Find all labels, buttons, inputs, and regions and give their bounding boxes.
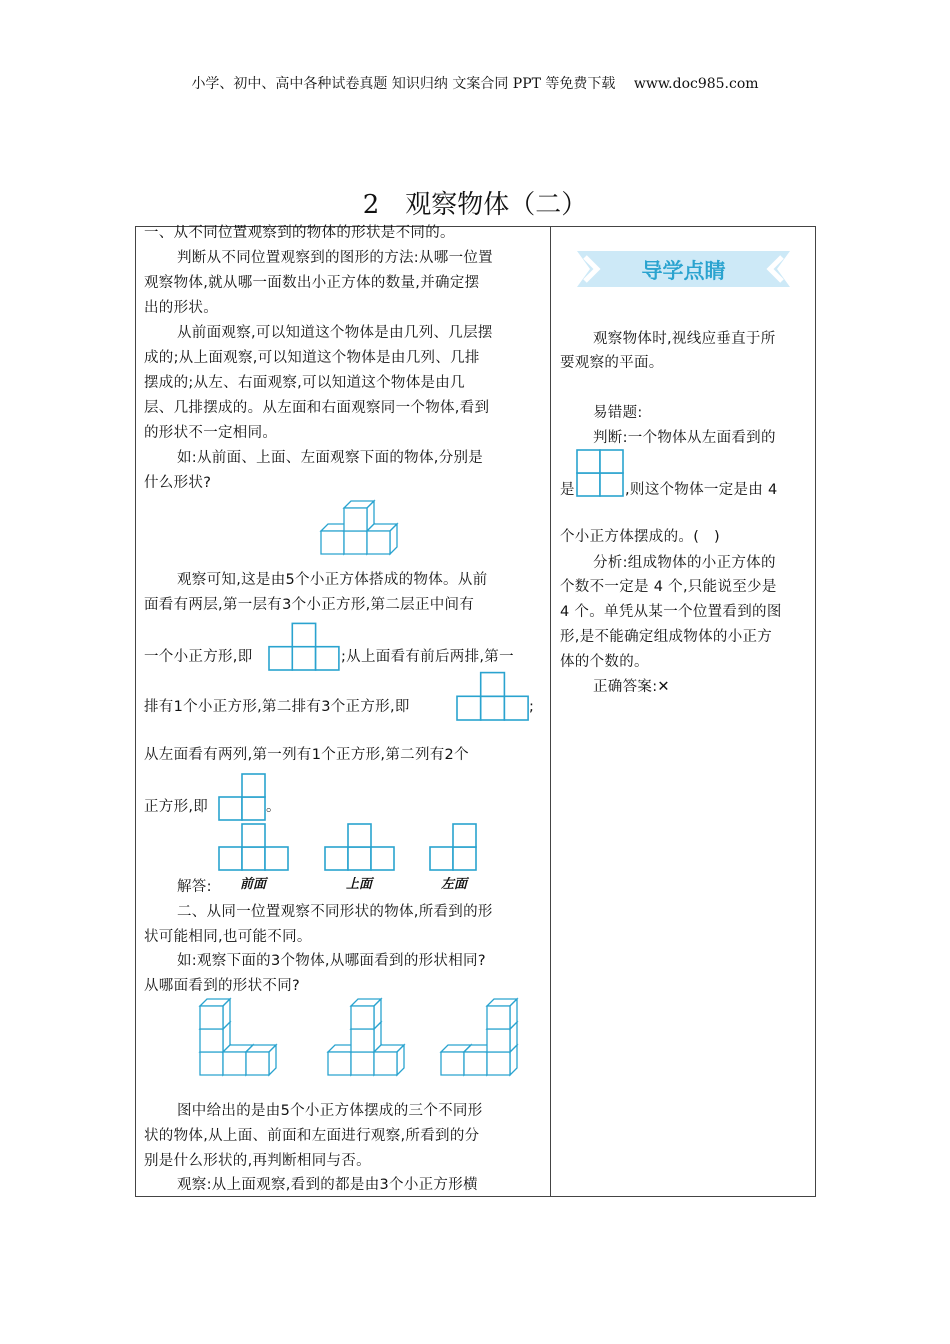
- text-line: 判断:一个物体从左面看到的: [593, 430, 776, 446]
- text-line: ;: [529, 699, 535, 715]
- grid-square: [504, 696, 528, 720]
- grid-square: [292, 647, 315, 670]
- cube: [246, 1045, 276, 1075]
- text-line: 正确答案:✕: [593, 679, 670, 695]
- text-line: 一个小正方形,即: [144, 649, 253, 665]
- text-line: 层、几排摆成的。从左面和右面观察同一个物体,看到: [144, 400, 490, 416]
- grid-square: [242, 847, 265, 870]
- grid-square: [453, 847, 476, 870]
- text-line: 易错题:: [593, 405, 643, 421]
- text-line: 一、从不同位置观察到的物体的形状是不同的。: [144, 225, 455, 241]
- view-label-top: 上面: [346, 877, 373, 892]
- grid-square: [577, 473, 600, 496]
- text-line: 摆成的;从左、右面观察,可以知道这个物体是由几: [144, 375, 465, 391]
- text-line: 观察物体时,视线应垂直于所: [593, 331, 776, 347]
- grid-square: [242, 774, 265, 797]
- grid-square: [600, 450, 623, 473]
- grid-square: [265, 847, 288, 870]
- grid-square: [453, 824, 476, 847]
- grid-square: [577, 450, 600, 473]
- grid-square: [348, 847, 371, 870]
- text-line: 体的个数的。: [560, 654, 649, 670]
- text-line: 出的形状。: [144, 300, 218, 316]
- text-line: 从哪面看到的形状不同?: [144, 978, 300, 994]
- cube: [200, 999, 230, 1029]
- view-label-front: 前面: [240, 877, 267, 892]
- cube: [367, 524, 397, 554]
- banner-title: 导学点睛: [641, 259, 726, 283]
- text-line: ,则这个物体一定是由 4: [625, 482, 778, 498]
- page-title: 2 观察物体（二）: [362, 190, 588, 220]
- page-header: 小学、初中、高中各种试卷真题 知识归纳 文案合同 PPT 等免费下载 www.doc985.com: [191, 76, 759, 92]
- grid-square: [481, 673, 505, 697]
- text-line: 个数不一定是 4 个,只能说至少是: [560, 579, 777, 595]
- text-line: 的形状不一定相同。: [144, 425, 278, 441]
- text-line: 如:从前面、上面、左面观察下面的物体,分别是: [177, 450, 484, 466]
- grid-square: [481, 696, 505, 720]
- text-line: 是: [560, 482, 575, 498]
- text-line: 判断从不同位置观察到的图形的方法:从哪一位置: [177, 250, 493, 266]
- text-line: 4 个。单凭从某一个位置看到的图: [560, 604, 782, 620]
- grid-square: [242, 797, 265, 820]
- text-line: 分析:组成物体的小正方体的: [593, 555, 776, 571]
- grid-square: [292, 623, 315, 646]
- guide-banner: [577, 251, 790, 287]
- view-label-left: 左面: [441, 877, 468, 892]
- text-line: 如:观察下面的3个物体,从哪面看到的形状相同?: [177, 953, 486, 969]
- text-line: 别是什么形状的,再判断相同与否。: [144, 1153, 371, 1169]
- text-line: ;从上面看有前后两排,第一: [341, 649, 514, 665]
- grid-square: [600, 473, 623, 496]
- text-line: 排有1个小正方形,第二排有3个正方形,即: [144, 699, 410, 715]
- cube: [344, 501, 374, 531]
- text-line: 观察可知,这是由5个小正方体搭成的物体。从前: [177, 572, 488, 588]
- text-line: 面看有两层,第一层有3个小正方形,第二层正中间有: [144, 597, 475, 613]
- text-line: 形,是不能确定组成物体的小正方: [560, 629, 773, 645]
- left-view-2x2-grid: [0, 0, 1, 1]
- text-line: 什么形状?: [144, 475, 212, 491]
- text-line: 从左面看有两列,第一列有1个正方形,第二列有2个: [144, 747, 469, 763]
- text-line: 二、从同一位置观察不同形状的物体,所看到的形: [177, 904, 493, 920]
- grid-square: [316, 647, 339, 670]
- cube: [374, 1045, 404, 1075]
- text-line: 成的;从上面观察,可以知道这个物体是由几列、几排: [144, 350, 480, 366]
- grid-square: [219, 797, 242, 820]
- grid-square: [348, 824, 371, 847]
- grid-square: [457, 696, 481, 720]
- grid-square: [242, 824, 265, 847]
- grid-square: [269, 647, 292, 670]
- grid-square: [325, 847, 348, 870]
- text-line: 观察:从上面观察,看到的都是由3个小正方形横: [177, 1177, 478, 1193]
- grid-square: [371, 847, 394, 870]
- text-line: 状的物体,从上面、前面和左面进行观察,所看到的分: [144, 1128, 480, 1144]
- text-line: 正方形,即: [144, 799, 209, 815]
- text-line: 状可能相同,也可能不同。: [144, 929, 312, 945]
- column-divider: [550, 226, 551, 1197]
- cube: [487, 999, 517, 1029]
- text-line: 要观察的平面。: [560, 355, 664, 371]
- text-line: 观察物体,就从哪一面数出小正方体的数量,并确定摆: [144, 275, 480, 291]
- text-line: 个小正方体摆成的。( ): [560, 529, 720, 545]
- grid-square: [430, 847, 453, 870]
- answer-label: 解答:: [177, 879, 212, 895]
- text-line: 图中给出的是由5个小正方体摆成的三个不同形: [177, 1103, 483, 1119]
- text-line: 从前面观察,可以知道这个物体是由几列、几层摆: [177, 325, 493, 341]
- grid-square: [219, 847, 242, 870]
- text-line: 。: [266, 799, 281, 815]
- cube: [351, 999, 381, 1029]
